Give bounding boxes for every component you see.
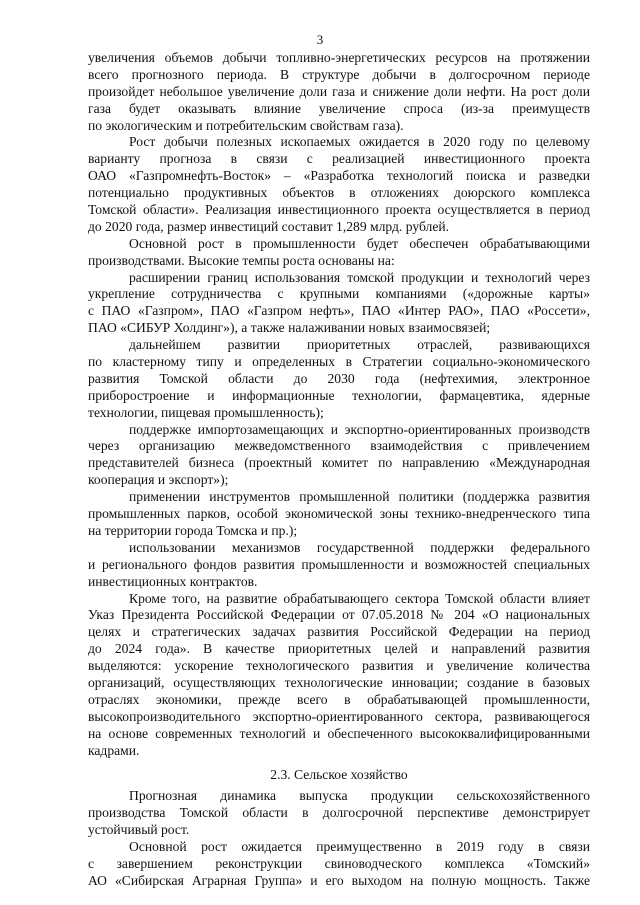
paragraph <box>88 540 590 591</box>
document-body <box>88 50 590 890</box>
page-number: 3 <box>316 32 324 47</box>
paragraph <box>88 337 590 421</box>
text-line: устойчивый рост. <box>88 822 190 838</box>
text-line: дальнейшем развитии приоритетных отраслей, развивающихся <box>129 337 590 353</box>
text-line: газа будет оказывать влияние увеличение спроса (из-за преимуществ <box>88 100 590 116</box>
text-line: и регионального фондов развития промышленности и возможностей специальных <box>88 556 590 572</box>
text-line: с ПАО «Газпром», ПАО «Газпром нефть», ПАО «Интер РАО», ПАО «Россети», <box>88 303 590 319</box>
text-line: до 2024 года». В качестве приоритетных целей и направлений развития <box>88 641 590 657</box>
text-line: ПАО «СИБУР Холдинг»), а также налаживании новых взаимосвязей; <box>88 320 491 336</box>
text-line: с завершением реконструкции свиноводческого комплекса «Томский» <box>88 855 590 871</box>
text-line: ОАО «Газпромнефть-Восток» – «Разработка технологий поиска и разведки <box>88 168 590 184</box>
text-line: инвестиционных контрактов. <box>88 573 258 589</box>
text-line: выделяются: ускорение технологического развития и увеличение количества <box>88 658 590 674</box>
text-line: всего прогнозного периода. В структуре добычи в долгосрочном периоде <box>88 66 590 82</box>
text-line: по экологическим и потребительским свойствам газа). <box>88 117 404 133</box>
text-line: Прогнозная динамика выпуска продукции сельскохозяйственного <box>129 788 590 804</box>
text-line: промышленных парков, особой экономической зоны технико-внедренческого типа <box>88 506 590 522</box>
text-line: на территории города Томска и пр.); <box>88 522 298 538</box>
text-line: Кроме того, на развитие обрабатывающего сектора Томской области влияет <box>129 590 590 606</box>
text-line: развития Томской области до 2030 года (нефтехимия, электронное <box>88 370 590 386</box>
text-line: на основе современных технологий и обеспеченного высококвалифицированными <box>88 725 590 741</box>
section-heading: 2.3. Сельское хозяйство <box>270 767 408 783</box>
text-line: организаций, осуществляющих технологические инновации; создание в базовых <box>88 674 590 690</box>
text-line: варианту прогноза в связи с реализацией инвестиционного проекта <box>88 151 590 167</box>
paragraph <box>88 489 590 540</box>
paragraph <box>88 422 590 490</box>
text-line: потенциально продуктивных объектов в отложениях доюрского комплекса <box>88 185 590 201</box>
text-line: технологии, пищевая промышленность); <box>88 404 324 420</box>
text-line: производствами. Высокие темпы роста основаны на: <box>88 252 395 268</box>
text-line: укрепление сотрудничества с крупными компаниями («дорожные карты» <box>88 286 590 302</box>
text-line: применении инструментов промышленной политики (поддержка развития <box>129 489 590 505</box>
paragraph <box>88 788 590 839</box>
text-line: Основной рост в промышленности будет обеспечен обрабатывающими <box>129 235 590 251</box>
text-line: Томской области». Реализация инвестиционного проекта осуществляется в период <box>88 202 590 218</box>
text-line: производства Томской области в долгосрочной перспективе демонстрирует <box>88 805 590 821</box>
text-line: до 2020 года, размер инвестиций составит 1,289 млрд. рублей. <box>88 218 450 234</box>
text-line: кадрами. <box>88 742 140 758</box>
text-line: использовании механизмов государственной поддержки федерального <box>129 539 590 555</box>
text-line: Рост добычи полезных ископаемых ожидается в 2020 году по целевому <box>129 134 590 150</box>
text-line: увеличения объемов добычи топливно-энергетических ресурсов на протяжении <box>88 50 590 65</box>
text-line: расширении границ использования томской продукции и технологий через <box>129 269 590 285</box>
text-line: представителей бизнеса (проектный комитет по направлению «Международная <box>88 455 590 471</box>
paragraph <box>88 270 590 338</box>
text-line: целях и стратегических задачах развития Российской Федерации на период <box>88 624 590 640</box>
paragraph <box>88 839 590 890</box>
paragraph <box>88 236 590 270</box>
text-line: по кластерному типу и определенных в Стратегии социально-экономического <box>88 354 590 370</box>
paragraph <box>88 591 590 760</box>
paragraph <box>88 50 590 134</box>
text-line: через организацию межведомственного взаимодействия с привлечением <box>88 438 590 454</box>
text-line: высокопроизводительного экспортно-ориентированного сектора, развивающегося <box>88 708 590 724</box>
text-line: АО «Сибирская Аграрная Группа» и его выходом на полную мощность. Также <box>88 872 590 888</box>
text-line: произойдет небольшое увеличение доли газа и снижение доли нефти. На рост доли <box>88 83 590 99</box>
text-line: кооперация и экспорт»); <box>88 472 229 488</box>
text-line: приборостроение и информационные технологии, фармацевтика, ядерные <box>88 387 590 403</box>
paragraph <box>88 134 590 235</box>
text-line: поддержке импортозамещающих и экспортно-ориентированных производств <box>129 421 590 437</box>
text-line: Указ Президента Российской Федерации от 07.05.2018 № 204 «О национальных <box>88 607 590 623</box>
text-line: отраслях экономики, прежде всего в обрабатывающей промышленности, <box>88 691 590 707</box>
text-line: Основной рост ожидается преимущественно в 2019 году в связи <box>129 838 590 854</box>
